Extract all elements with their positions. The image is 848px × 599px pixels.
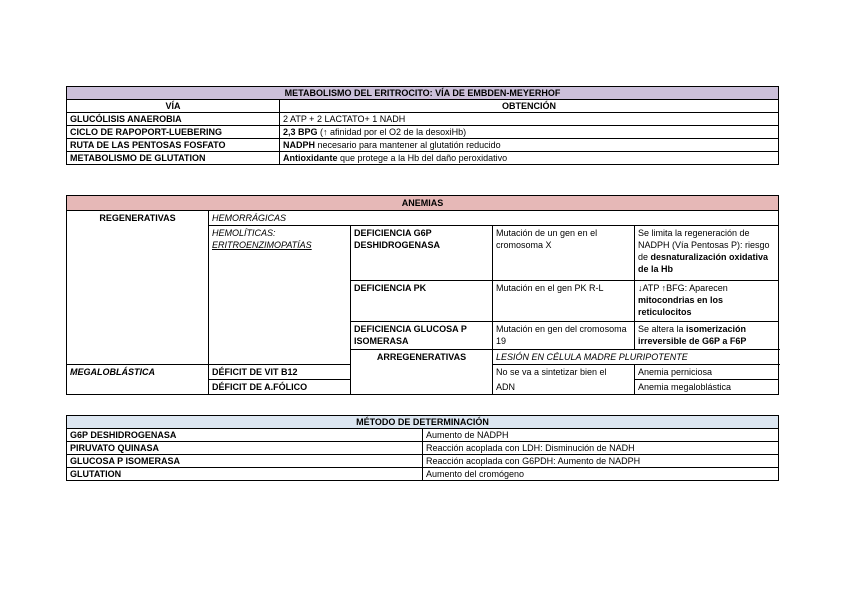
arregenerativas-label: ARREGENERATIVAS xyxy=(351,350,493,395)
enzyme-cell: GLUTATION xyxy=(67,468,423,481)
b12-deficiency-cause: No se va a sintetizar bien el xyxy=(493,365,635,380)
megaloblastica-label: MEGALOBLÁSTICA xyxy=(67,365,209,395)
via-cell: CICLO DE RAPOPORT-LUEBERING xyxy=(67,126,280,139)
table-row xyxy=(67,113,779,126)
gpi-deficiency-cause: Mutación en gen del cromosoma 19 xyxy=(493,322,635,350)
table-row xyxy=(67,442,779,455)
table-row xyxy=(67,126,779,139)
folico-deficiency-name: DÉFICIT DE A.FÓLICO xyxy=(209,380,351,395)
obtencion-cell: NADPH necesario para mantener al glutatión reducido xyxy=(280,139,779,152)
pk-deficiency-effect: ↓ATP ↑BFG: Aparecen mitocondrias en los reticulocitos xyxy=(635,281,779,322)
lesion-label: LESIÓN EN CÉLULA MADRE PLURIPOTENTE xyxy=(493,350,779,365)
b12-deficiency-name: DÉFICIT DE VIT B12 xyxy=(209,365,351,380)
g6p-deficiency-effect: Se limita la regeneración de NADPH (Vía Pentosas P): riesgo de desnaturalización oxidativa de la Hb xyxy=(635,226,779,281)
anemias-table-title: ANEMIAS xyxy=(67,196,779,211)
obtencion-cell: 2 ATP + 2 LACTATO+ 1 NADH xyxy=(280,113,779,126)
hemorragicas-label: HEMORRÁGICAS xyxy=(209,211,779,226)
obtencion-cell: 2,3 BPG (↑ afinidad por el O2 de la desoxiHb) xyxy=(280,126,779,139)
via-cell: GLUCÓLISIS ANAEROBIA xyxy=(67,113,280,126)
pk-deficiency-name: DEFICIENCIA PK xyxy=(351,281,493,322)
method-table xyxy=(66,415,779,481)
method-cell: Aumento del cromógeno xyxy=(423,468,779,481)
anemias-table xyxy=(66,195,779,395)
enzyme-cell: PIRUVATO QUINASA xyxy=(67,442,423,455)
via-cell: METABOLISMO DE GLUTATION xyxy=(67,152,280,165)
method-cell: Aumento de NADPH xyxy=(423,429,779,442)
col-header-via: VÍA xyxy=(67,100,280,113)
method-cell: Reacción acoplada con G6PDH: Aumento de NADPH xyxy=(423,455,779,468)
table-row xyxy=(67,468,779,481)
obtencion-cell: Antioxidante que protege a la Hb del daño peroxidativo xyxy=(280,152,779,165)
hemoliticas-label: HEMOLÍTICAS: ERITROENZIMOPATÍAS xyxy=(209,226,351,365)
metabolism-table xyxy=(66,86,779,165)
enzyme-cell: GLUCOSA P ISOMERASA xyxy=(67,455,423,468)
folico-deficiency-cause: ADN xyxy=(493,380,635,395)
g6p-deficiency-cause: Mutación de un gen en el cromosoma X xyxy=(493,226,635,281)
table-row xyxy=(67,455,779,468)
b12-deficiency-effect: Anemia perniciosa xyxy=(635,365,779,380)
method-table-title: MÉTODO DE DETERMINACIÓN xyxy=(67,416,779,429)
pk-deficiency-cause: Mutación en el gen PK R-L xyxy=(493,281,635,322)
enzyme-cell: G6P DESHIDROGENASA xyxy=(67,429,423,442)
regenerativas-label: REGENERATIVAS xyxy=(67,211,209,365)
folico-deficiency-effect: Anemia megaloblástica xyxy=(635,380,779,395)
metabolism-table-title: METABOLISMO DEL ERITROCITO: VÍA DE EMBDEN-MEYERHOF xyxy=(67,87,779,100)
table-row xyxy=(67,429,779,442)
via-cell: RUTA DE LAS PENTOSAS FOSFATO xyxy=(67,139,280,152)
table-row xyxy=(67,152,779,165)
col-header-obtencion: OBTENCIÓN xyxy=(280,100,779,113)
method-cell: Reacción acoplada con LDH: Disminución de NADH xyxy=(423,442,779,455)
table-row xyxy=(67,139,779,152)
gpi-deficiency-effect: Se altera la isomerización irreversible de G6P a F6P xyxy=(635,322,779,350)
gpi-deficiency-name: DEFICIENCIA GLUCOSA P ISOMERASA xyxy=(351,322,493,350)
g6p-deficiency-name: DEFICIENCIA G6P DESHIDROGENASA xyxy=(351,226,493,281)
